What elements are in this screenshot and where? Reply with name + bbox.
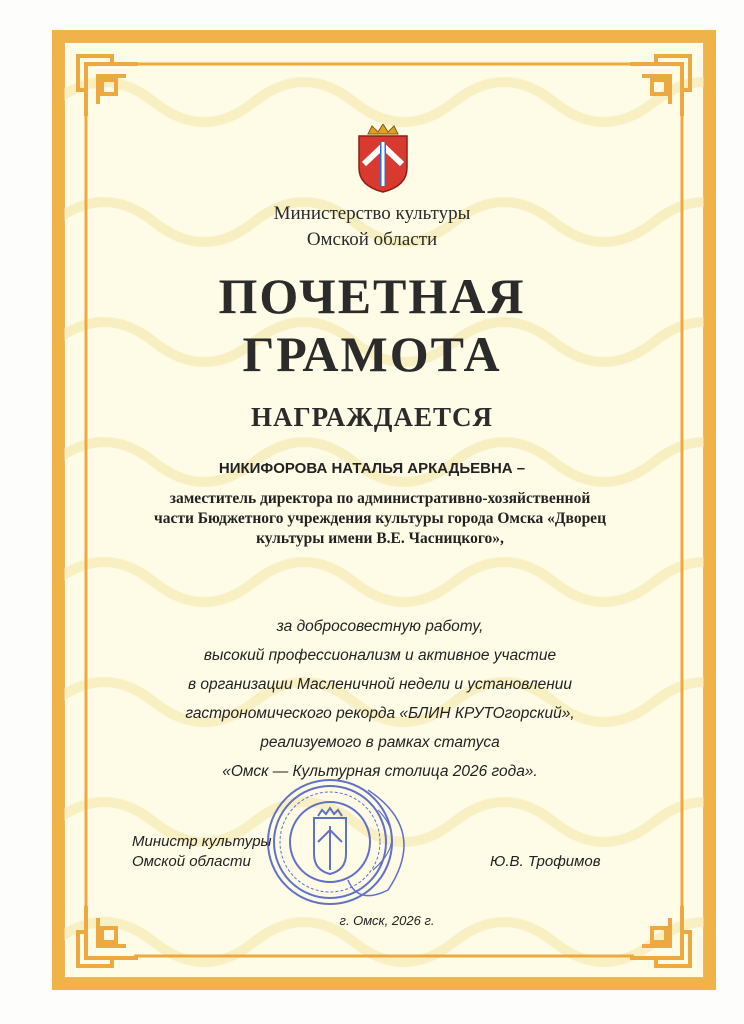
award-reason-line: «Омск — Культурная столица 2026 года».	[222, 763, 538, 780]
recipient-position-line: части Бюджетного учреждения культуры города Омска «Дворец	[154, 510, 606, 527]
signer-title-line1: Министр культуры	[132, 833, 272, 850]
certificate-title-line1: ПОЧЕТНАЯ	[218, 268, 526, 324]
place-and-date: г. Омск, 2026 г.	[339, 913, 435, 928]
award-reason-line: высокий профессионализм и активное участие	[203, 647, 557, 664]
award-reason	[120, 612, 640, 786]
award-reason-line: в организации Масленичной недели и установлении	[188, 676, 572, 693]
recipient-position-line: культуры имени В.Е. Часницкого»,	[256, 530, 504, 547]
signer-title-line2: Омской области	[132, 853, 251, 870]
issuer-ministry-line1: Министерство культуры	[273, 203, 471, 224]
awarded-label: НАГРАЖДАЕТСЯ	[250, 402, 493, 432]
recipient-position-line: заместитель директора по административно-хозяйственной	[169, 490, 591, 507]
award-reason-line: гастрономического рекорда «БЛИН КРУТОгорский»,	[185, 705, 575, 722]
coat-of-arms-icon	[356, 124, 410, 194]
issuer-ministry-line2: Омской области	[306, 229, 438, 250]
signer-title	[132, 832, 272, 872]
award-reason-line: за добросовестную работу,	[276, 618, 484, 635]
recipient-name: НИКИФОРОВА НАТАЛЬЯ АРКАДЬЕВНА –	[218, 460, 526, 477]
award-reason-line: реализуемого в рамках статуса	[260, 734, 500, 751]
official-stamp-icon	[258, 770, 418, 910]
signer-name: Ю.В. Трофимов	[490, 853, 601, 870]
recipient-position	[120, 489, 640, 549]
certificate-title-line2: ГРАМОТА	[242, 326, 502, 382]
